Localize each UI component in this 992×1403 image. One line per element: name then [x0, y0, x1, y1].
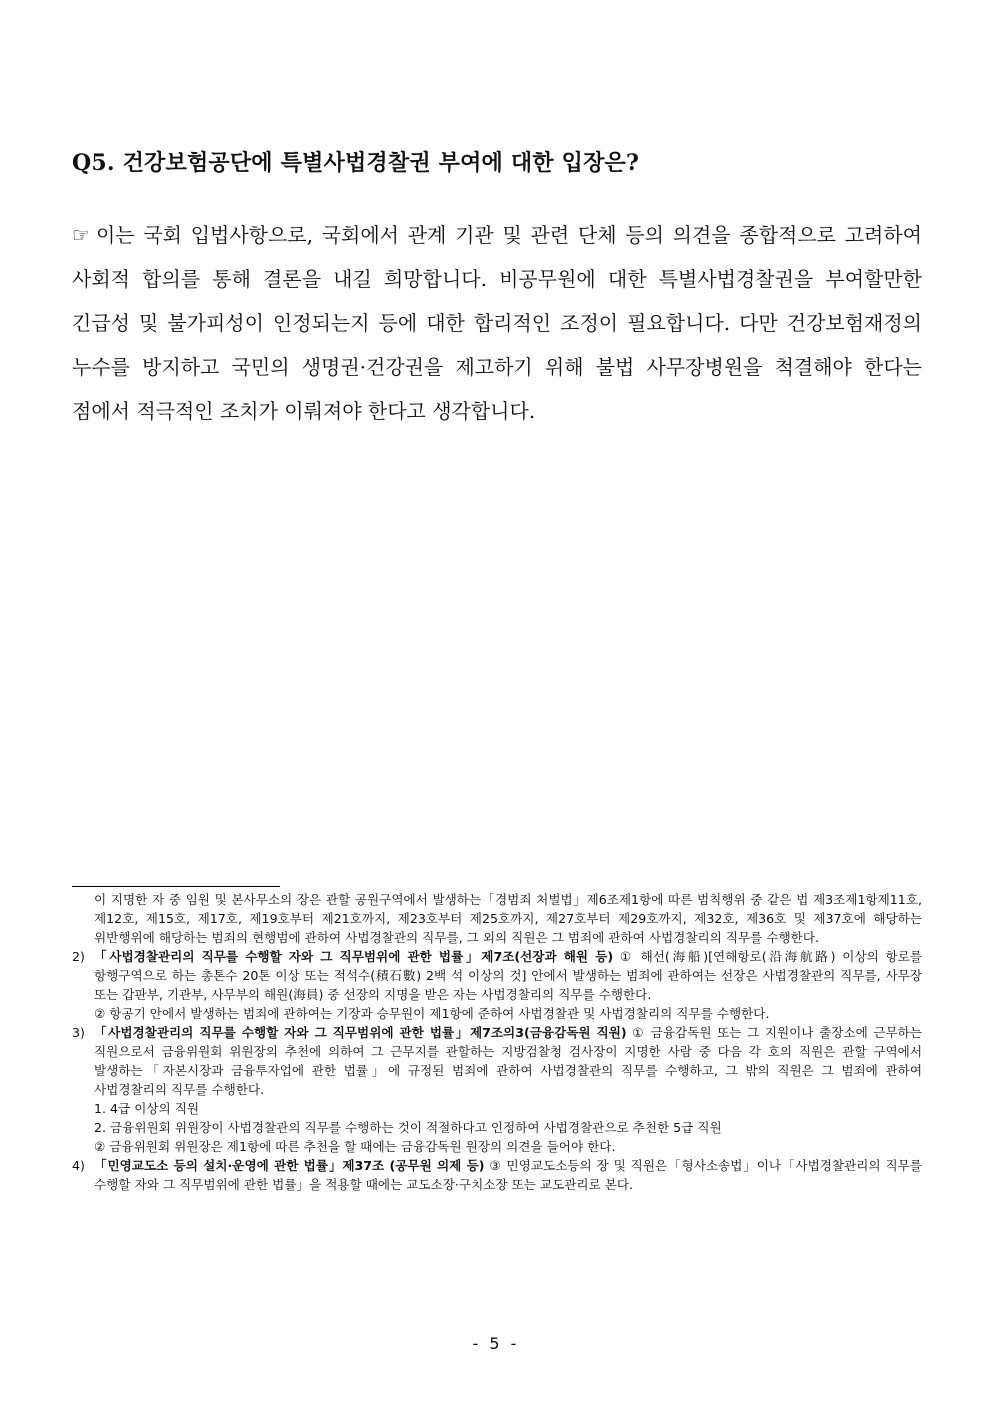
footnote-1-continued — [72, 890, 922, 947]
footnote-1-text: 이 지명한 자 중 임원 및 본사무소의 장은 관할 공원구역에서 발생하는「경범죄 처벌법」제6조제1항에 따른 범칙행위 중 같은 법 제3조제1항제11호, 제12호, 제15호, 제17호, 제19호부터 제21호까지, 제23호부터 제25호까지, 제27호부터 제29호까지, 제32호, 제36호 및 제37호에 해당하는 위반행위에 해당하는 범죄의 현행범에 관하여 사법경찰관의 직무를, 그 외의 직원은 그 범죄에 관하여 사법경찰리의 직무를 수행한다. — [94, 892, 922, 945]
footnote-3-number: 3) — [72, 1025, 85, 1040]
question-title: Q5. 건강보험공단에 특별사법경찰권 부여에 대한 입장은? — [72, 150, 640, 176]
footnote-2-paragraph-2: ② 항공기 안에서 발생하는 범죄에 관하여는 기장과 승무원이 제1항에 준하여 사법경찰관 및 사법경찰리의 직무를 수행한다. — [94, 1006, 770, 1021]
footnote-4-heading: 「민영교도소 등의 설치·운영에 관한 법률」제37조 (공무원 의제 등) — [94, 1158, 485, 1173]
footnote-4-body: ③ 민영교도소등의 장 및 직원은「형사소송법」이나「사법경찰관리의 직무를 수행할 자와 그 직무범위에 관한 법률」을 적용할 때에는 교도소장·구치소장 또는 교도관리로 본다. — [94, 1158, 922, 1192]
footnote-2-heading: 「사법경찰관리의 직무를 수행할 자와 그 직무범위에 관한 법률」제7조(선장과 해원 등) — [94, 949, 614, 964]
footnotes-section — [72, 890, 922, 1194]
footnote-3-heading: 「사법경찰관리의 직무를 수행할 자와 그 직무범위에 관한 법률」제7조의3(금융감독원 직원) — [94, 1025, 627, 1040]
footnote-3-item-2: 2. 금융위원회 위원장이 사법경찰관의 직무를 수행하는 것이 적절하다고 인정하여 사법경찰관으로 추천한 5급 직원 — [94, 1120, 722, 1135]
footnote-2-body: ① 해선(海船)[연해항로(沿海航路) 이상의 항로를 항행구역으로 하는 총톤수 20톤 이상 또는 적석수(積石數) 2백 석 이상의 것] 안에서 발생하는 범죄에 관하여는 선장은 사법경찰관의 직무를, 사무장 또는 갑판부, 기관부, 사무부의 해원(海員) 중 선장의 지명을 받은 자는 사법경찰리의 직무를 수행한다. — [94, 949, 923, 1002]
footnote-4 — [72, 1156, 922, 1194]
footnote-4-number: 4) — [72, 1158, 85, 1173]
pointing-hand-icon: ☞ — [72, 223, 90, 247]
footnote-divider — [72, 886, 280, 887]
answer-paragraph — [72, 213, 922, 433]
footnote-3-paragraph-2: ② 금융위원회 위원장은 제1항에 따른 추천을 할 때에는 금융감독원 원장의 의견을 들어야 한다. — [94, 1139, 616, 1154]
footnote-2-number: 2) — [72, 949, 85, 964]
answer-text: 이는 국회 입법사항으로, 국회에서 관계 기관 및 관련 단체 등의 의견을 종합적으로 고려하여 사회적 합의를 통해 결론을 내길 희망합니다. 비공무원에 대한 특별사법경찰권을 부여할만한 긴급성 및 불가피성이 인정되는지 등에 대한 합리적인 조정이 필요합니다. 다만 건강보험재정의 누수를 방지하고 국민의 생명권·건강권을 제고하기 위해 불법 사무장병원을 척결해야 한다는 점에서 적극적인 조치가 이뤄져야 한다고 생각합니다. — [72, 223, 922, 423]
page-number: - 5 - — [472, 1334, 520, 1353]
footnote-3 — [72, 1023, 922, 1156]
footnote-3-item-1: 1. 4급 이상의 직원 — [94, 1101, 200, 1116]
footnote-2 — [72, 947, 922, 1023]
footnote-3-body: ① 금융감독원 또는 그 지원이나 출장소에 근무하는 직원으로서 금융위원회 위원장의 추천에 의하여 그 근무지를 관할하는 지방검찰청 검사장이 지명한 사람 중 다음 각 호의 직원은 관할 구역에서 발생하는「자본시장과 금융투자업에 관한 법률」에 규정된 범죄에 관하여 사법경찰관의 직무를 수행하고, 그 밖의 직원은 그 범죄에 관하여 사법경찰리의 직무를 수행한다. — [94, 1025, 922, 1097]
